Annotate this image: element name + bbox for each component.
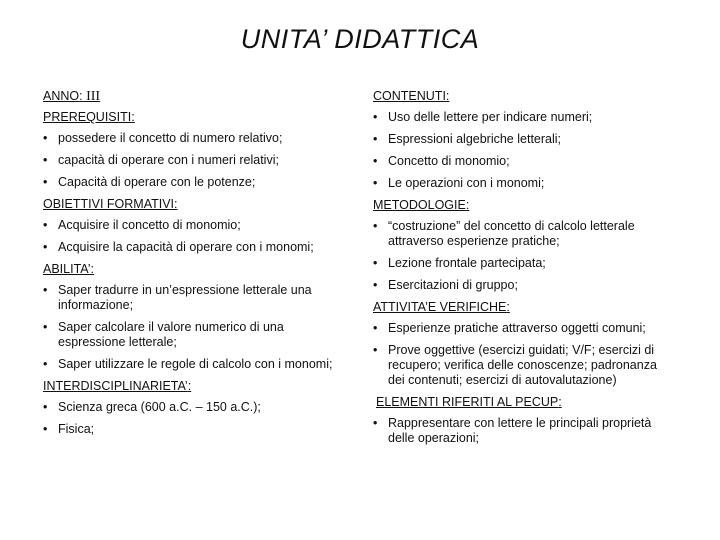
prerequisiti-label: PREREQUISITI [43,110,132,124]
bullet-icon: • [43,400,48,414]
bullet-icon: • [373,132,378,146]
anno-heading [43,89,348,104]
list-item: • Rappresentare con lettere le principali proprietà delle operazioni; [373,416,652,445]
list-item: • Uso delle lettere per indicare numeri; [373,110,593,124]
bullet-icon: • [43,131,48,145]
list-item: • Prove oggettive (esercizi guidati; V/F; esercizi di recupero; verifica delle conoscenze; padronanza dei contenuti; esercizi di autovalutazione) [373,343,657,387]
page-title: UNITA’ DIDATTICA [240,24,480,54]
anno-value: III [86,89,101,104]
interdisciplinarieta-label: INTERDISCIPLINARIETA’ [43,379,188,393]
bullet-icon: • [43,320,48,334]
bullet-icon: • [373,110,378,124]
bullet-icon: • [373,343,378,357]
list-item: • Saper tradurre in un’espressione letterale una informazione; [43,283,312,312]
list-item: • capacità di operare con i numeri relativi; [43,153,279,167]
contenuti-label: CONTENUTI [373,89,446,103]
abilita-label: ABILITA’ [43,262,91,276]
anno-colon: : [79,89,83,103]
left-column [43,86,348,444]
list-item: • Esercitazioni di gruppo; [373,278,518,292]
prerequisiti-heading: PREREQUISITI: [43,110,135,124]
obiettivi-heading: OBIETTIVI FORMATIVI: [43,197,178,211]
bullet-icon: • [43,218,48,232]
list-item: • possedere il concetto di numero relativo; [43,131,283,145]
list-item: • Le operazioni con i monomi; [373,176,545,190]
bullet-icon: • [373,176,378,190]
contenuti-heading: CONTENUTI: [373,89,450,103]
list-item: • Fisica; [43,422,95,436]
verifiche-label: ATTIVITA’E VERIFICHE [373,300,507,314]
list-item: • Espressioni algebriche letterali; [373,132,562,146]
list-item: • Acquisire la capacità di operare con i monomi; [43,240,314,254]
bullet-icon: • [373,219,378,233]
list-item: • Lezione frontale partecipata; [373,256,546,270]
bullet-icon: • [43,283,48,297]
bullet-icon: • [43,422,48,436]
list-item: • Saper utilizzare le regole di calcolo con i monomi; [43,357,333,371]
list-item: • Capacità di operare con le potenze; [43,175,256,189]
verifiche-heading: ATTIVITA’E VERIFICHE: [373,300,510,314]
bullet-icon: • [373,256,378,270]
right-column [373,86,673,453]
list-item: • Scienza greca (600 a.C. – 150 a.C.); [43,400,261,414]
bullet-icon: • [373,321,378,335]
bullet-icon: • [43,153,48,167]
list-item: • Concetto di monomio; [373,154,510,168]
metodologie-label: METODOLOGIE [373,198,466,212]
list-item: • Saper calcolare il valore numerico di una espressione letterale; [43,320,284,349]
anno-label: ANNO [43,89,80,103]
obiettivi-label: OBIETTIVI FORMATIVI [43,197,175,211]
bullet-icon: • [373,416,378,430]
bullet-icon: • [43,357,48,371]
pecup-heading: ELEMENTI RIFERITI AL PECUP: [376,395,562,409]
list-item: • Acquisire il concetto di monomio; [43,218,241,232]
pecup-label: ELEMENTI RIFERITI AL PECUP [376,395,559,409]
metodologie-heading: METODOLOGIE: [373,198,470,212]
bullet-icon: • [43,175,48,189]
bullet-icon: • [43,240,48,254]
list-item: • “costruzione” del concetto di calcolo letterale attraverso esperienze pratiche; [373,219,635,248]
abilita-heading: ABILITA’: [43,262,94,276]
list-item: • Esperienze pratiche attraverso oggetti comuni; [373,321,646,335]
bullet-icon: • [373,154,378,168]
interdisciplinarieta-heading: INTERDISCIPLINARIETA’: [43,379,192,393]
bullet-icon: • [373,278,378,292]
